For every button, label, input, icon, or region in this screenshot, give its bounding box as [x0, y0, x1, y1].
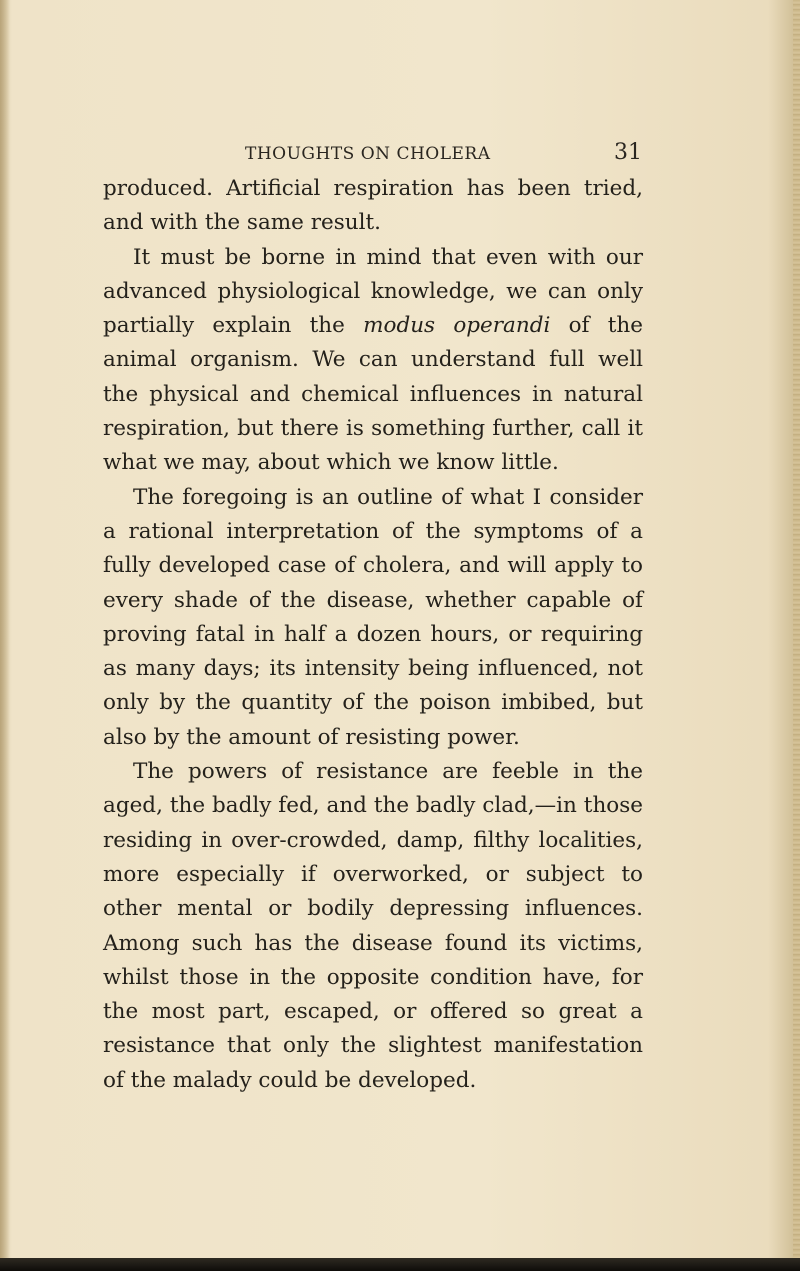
body-text: [103, 172, 643, 1098]
page-edge: [793, 0, 800, 1271]
paragraph-text: It must be borne in mind that even with our advanced physiological knowledge, we can only partially explain the: [103, 244, 643, 339]
scan-bottom-edge: [0, 1258, 800, 1271]
italic-phrase: modus operandi: [363, 313, 551, 339]
paragraph: produced. Artificial respiration has been tried, and with the same result.: [103, 176, 643, 236]
paragraph: The foregoing is an outline of what I consider a rational interpretation of the symptoms of a fully developed case of cholera, and will apply to every shade of the disease, whether capable of proving fatal in half a dozen hours, or requiring as many days; its intensity being influenced, not only by the quantity of the poison imbibed, but also by the amount of resisting power.: [103, 484, 643, 750]
paragraph: The powers of resistance are feeble in the aged, the badly fed, and the badly clad,—in those residing in over-crowded, damp, filthy localities, more especially if overworked, or subject to other mental or bodily depressing influences. Among such has the disease found its victims, whilst those in the opposite condition have, for the most part, escaped, or offered so great a resistance that only the slightest manifestation of the malady could be developed.: [103, 759, 643, 1093]
page-header: [100, 140, 642, 170]
paragraph: [103, 241, 643, 481]
running-head: THOUGHTS ON CHOLERA: [245, 144, 491, 164]
paragraph-text: of the animal organism. We can understand full well the physical and chemical influences in natural respiration, but there is something further, call it what we may, about which we know little.: [103, 313, 643, 476]
spine-shadow: [0, 0, 10, 1271]
page-number: 31: [614, 140, 642, 165]
